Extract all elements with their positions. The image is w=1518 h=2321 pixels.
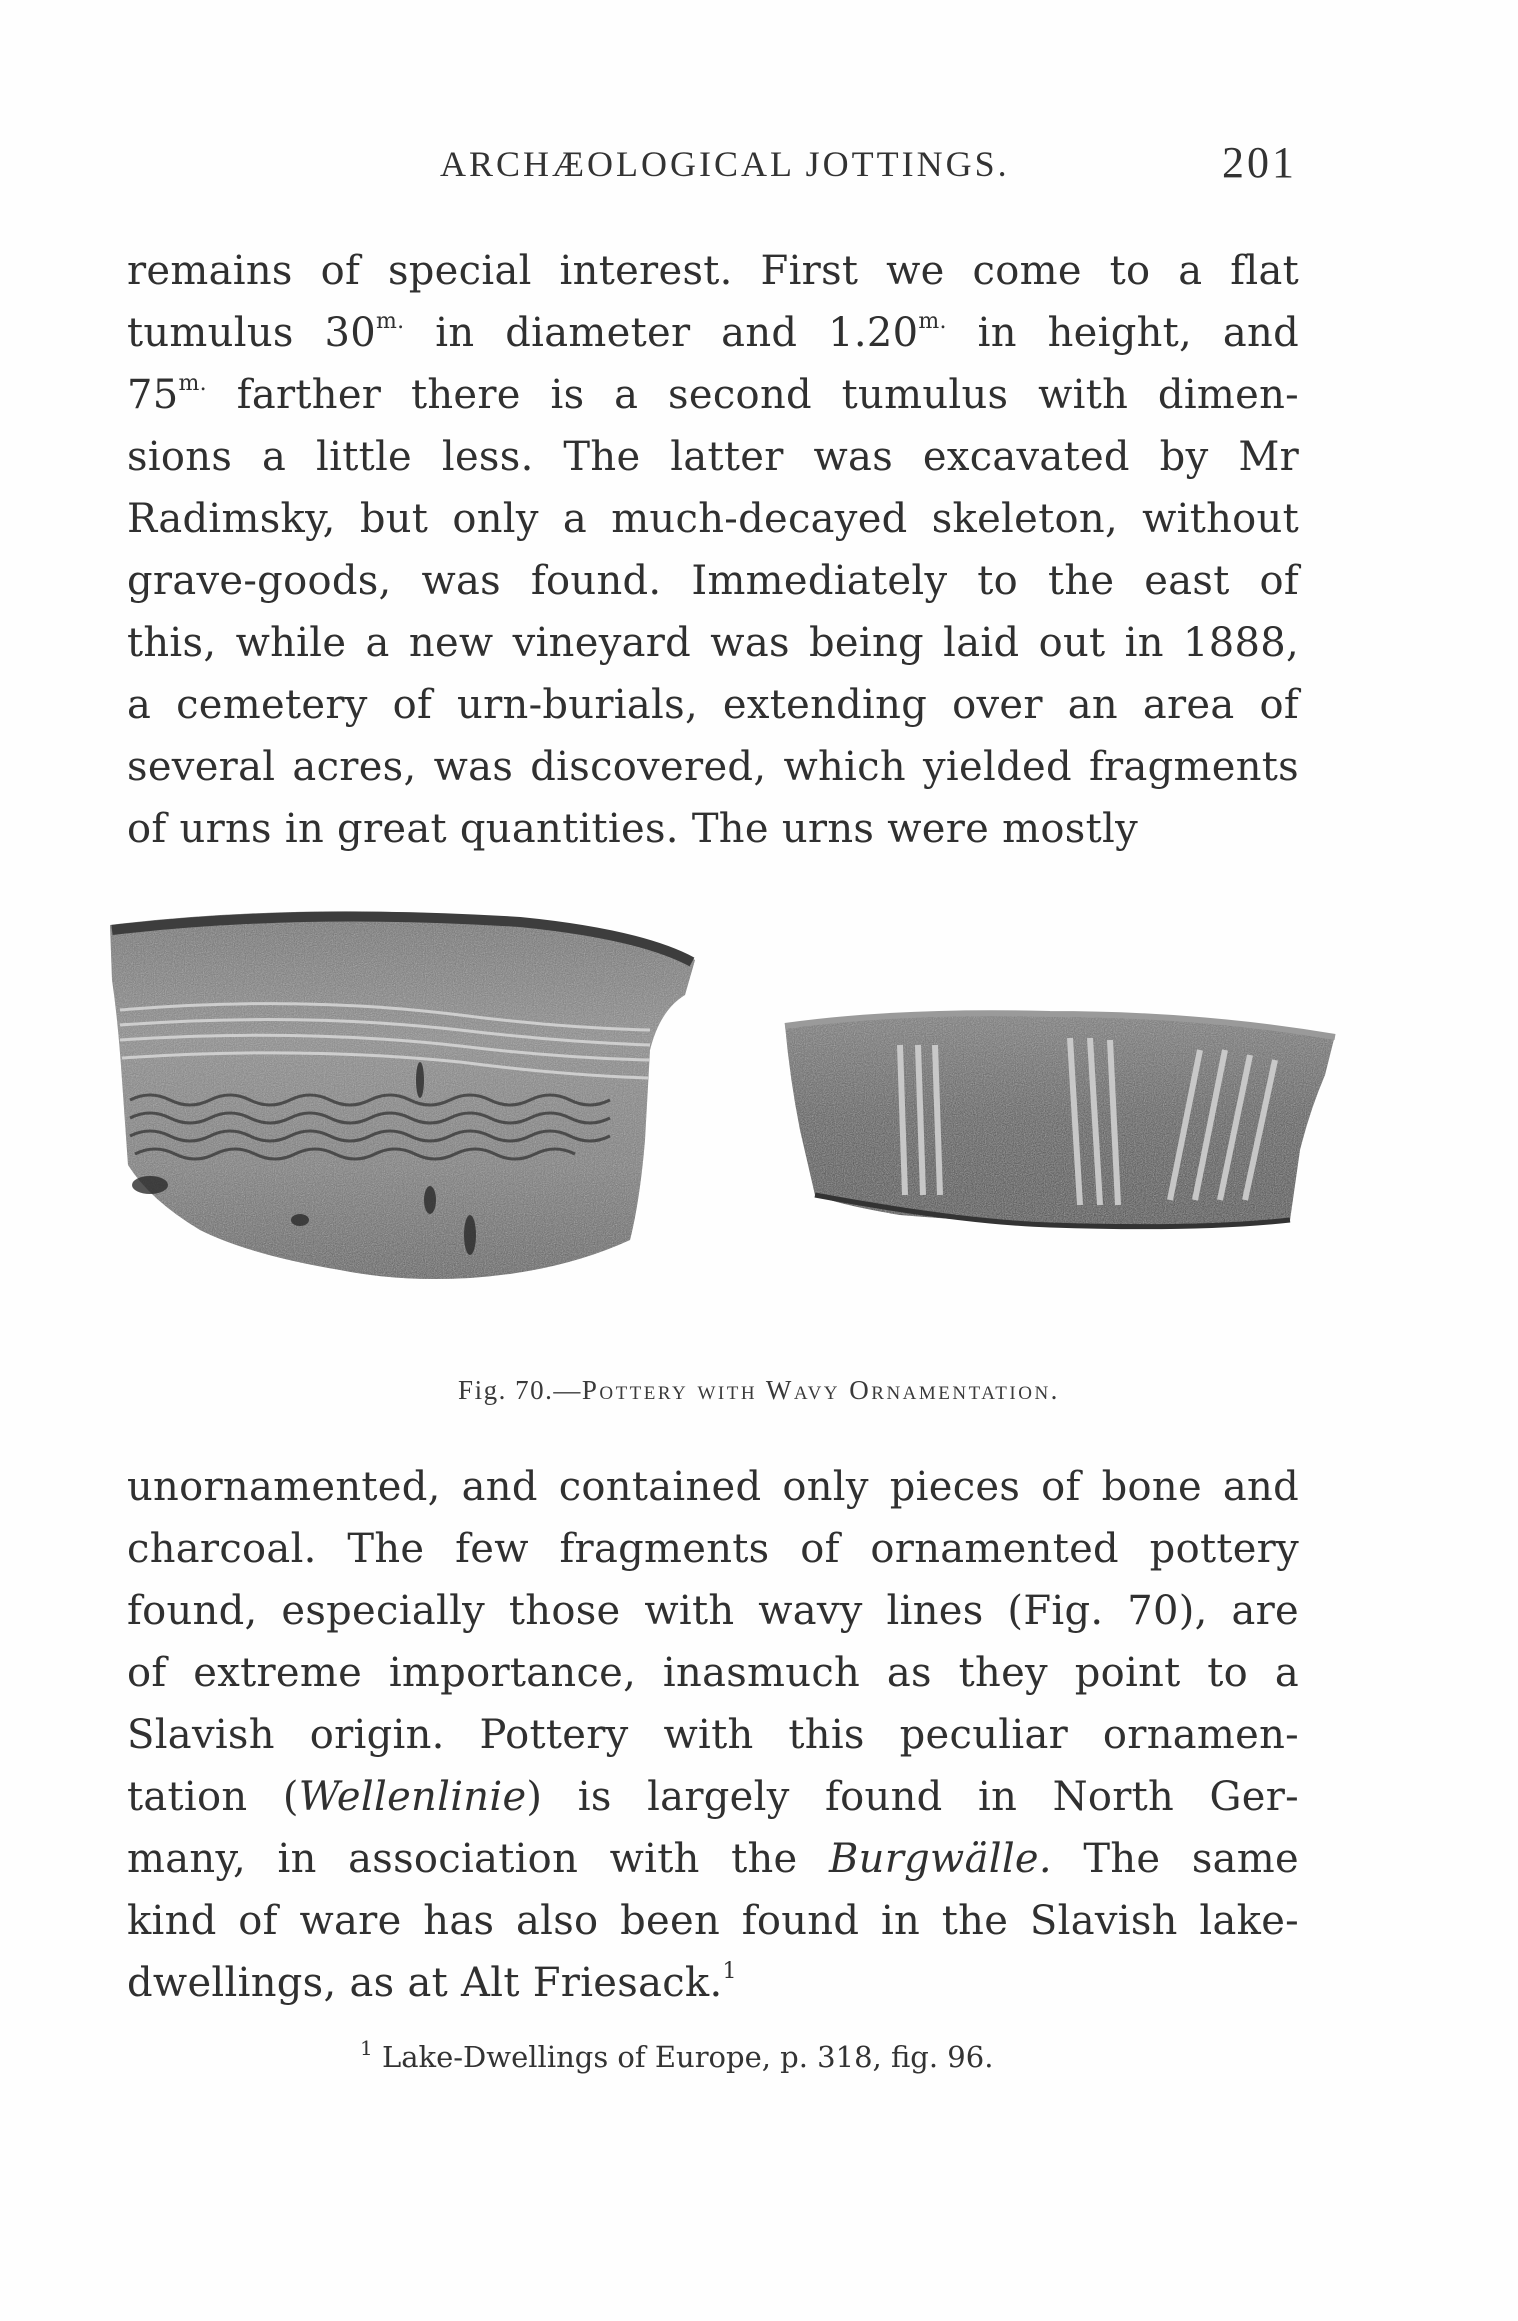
text-line: charcoal. The few fragments of ornamented pottery xyxy=(127,1526,1299,1572)
text-run: ) is largely found in North Ger- xyxy=(526,1774,1299,1820)
figure-label: Fig. 70. xyxy=(458,1375,554,1405)
text-line: of extreme importance, inasmuch as they point to a xyxy=(127,1650,1299,1696)
text-line xyxy=(127,302,1299,364)
figure-title: Pottery with Wavy Ornamentation. xyxy=(581,1375,1060,1405)
paragraph-after-figure xyxy=(127,1456,1299,2014)
figure-caption xyxy=(0,1375,1518,1406)
text-line xyxy=(127,488,1299,550)
text-line: Slavish origin. Pottery with this peculiar ornamen- xyxy=(127,1712,1299,1758)
figure-70 xyxy=(0,900,1518,1400)
text-run: of urns in great quantities. The urns were mostly xyxy=(127,806,1138,852)
text-run: remains of special interest. First we come to a flat xyxy=(127,248,1299,294)
text-line xyxy=(127,240,1299,302)
left-sherd xyxy=(110,911,695,1279)
text-line xyxy=(127,364,1299,426)
text-run: sions a little less. The latter was excavated by Mr xyxy=(127,434,1299,480)
text-run: several acres, was discovered, which yielded fragments xyxy=(127,744,1299,790)
text-run: tumulus 30 xyxy=(127,310,377,356)
text-line xyxy=(127,736,1299,798)
text-line xyxy=(127,1766,1299,1828)
text-line xyxy=(127,1828,1299,1890)
text-run: this, while a new vineyard was being laid out in 1888, xyxy=(127,620,1299,666)
text-run: in diameter and 1.20 xyxy=(404,310,919,356)
text-line: unornamented, and contained only pieces of bone and xyxy=(127,1464,1299,1510)
running-title: ARCHÆOLOGICAL JOTTINGS. xyxy=(440,144,1010,184)
text-line xyxy=(127,798,1299,860)
text-line xyxy=(127,550,1299,612)
text-run: grave-goods, was found. Immediately to the east of xyxy=(127,558,1299,604)
paragraph-before-figure xyxy=(127,240,1299,860)
caption-dash: — xyxy=(553,1375,582,1405)
text-run: dwellings, as at Alt Friesack. xyxy=(127,1960,723,2006)
unit-superscript: m. xyxy=(918,309,947,334)
text-line: found, especially those with wavy lines (Fig. 70), are xyxy=(127,1588,1299,1634)
pottery-illustration xyxy=(0,900,1518,1370)
text-run: many, in association with the xyxy=(127,1836,829,1882)
text-run: Radimsky, but only a much-decayed skeleton, without xyxy=(127,496,1299,542)
unit-superscript: m. xyxy=(178,371,207,396)
text-run: farther there is a second tumulus with dimen- xyxy=(206,372,1299,418)
text-line xyxy=(127,1952,1299,2014)
text-run: tation ( xyxy=(127,1774,299,1820)
text-line xyxy=(127,674,1299,736)
footnote-reference: 1 xyxy=(722,1959,737,1984)
text-line: kind of ware has also been found in the Slavish lake- xyxy=(127,1898,1299,1944)
text-run: in height, and xyxy=(946,310,1299,356)
page-number: 201 xyxy=(1222,138,1297,187)
running-head xyxy=(0,138,1518,193)
text-run: 75 xyxy=(127,372,179,418)
italic-term: Wellenlinie xyxy=(298,1774,527,1820)
text-run: The same xyxy=(1051,1836,1299,1882)
text-line xyxy=(127,612,1299,674)
footnote-marker: 1 xyxy=(360,2036,373,2060)
text-run: a cemetery of urn-burials, extending over an area of xyxy=(127,682,1299,728)
right-sherd xyxy=(785,1011,1335,1226)
unit-superscript: m. xyxy=(376,309,405,334)
text-line xyxy=(127,426,1299,488)
footnote xyxy=(360,2036,994,2074)
italic-term: Burgwälle. xyxy=(828,1836,1052,1882)
footnote-text: Lake-Dwellings of Europe, p. 318, fig. 96. xyxy=(372,2040,994,2074)
